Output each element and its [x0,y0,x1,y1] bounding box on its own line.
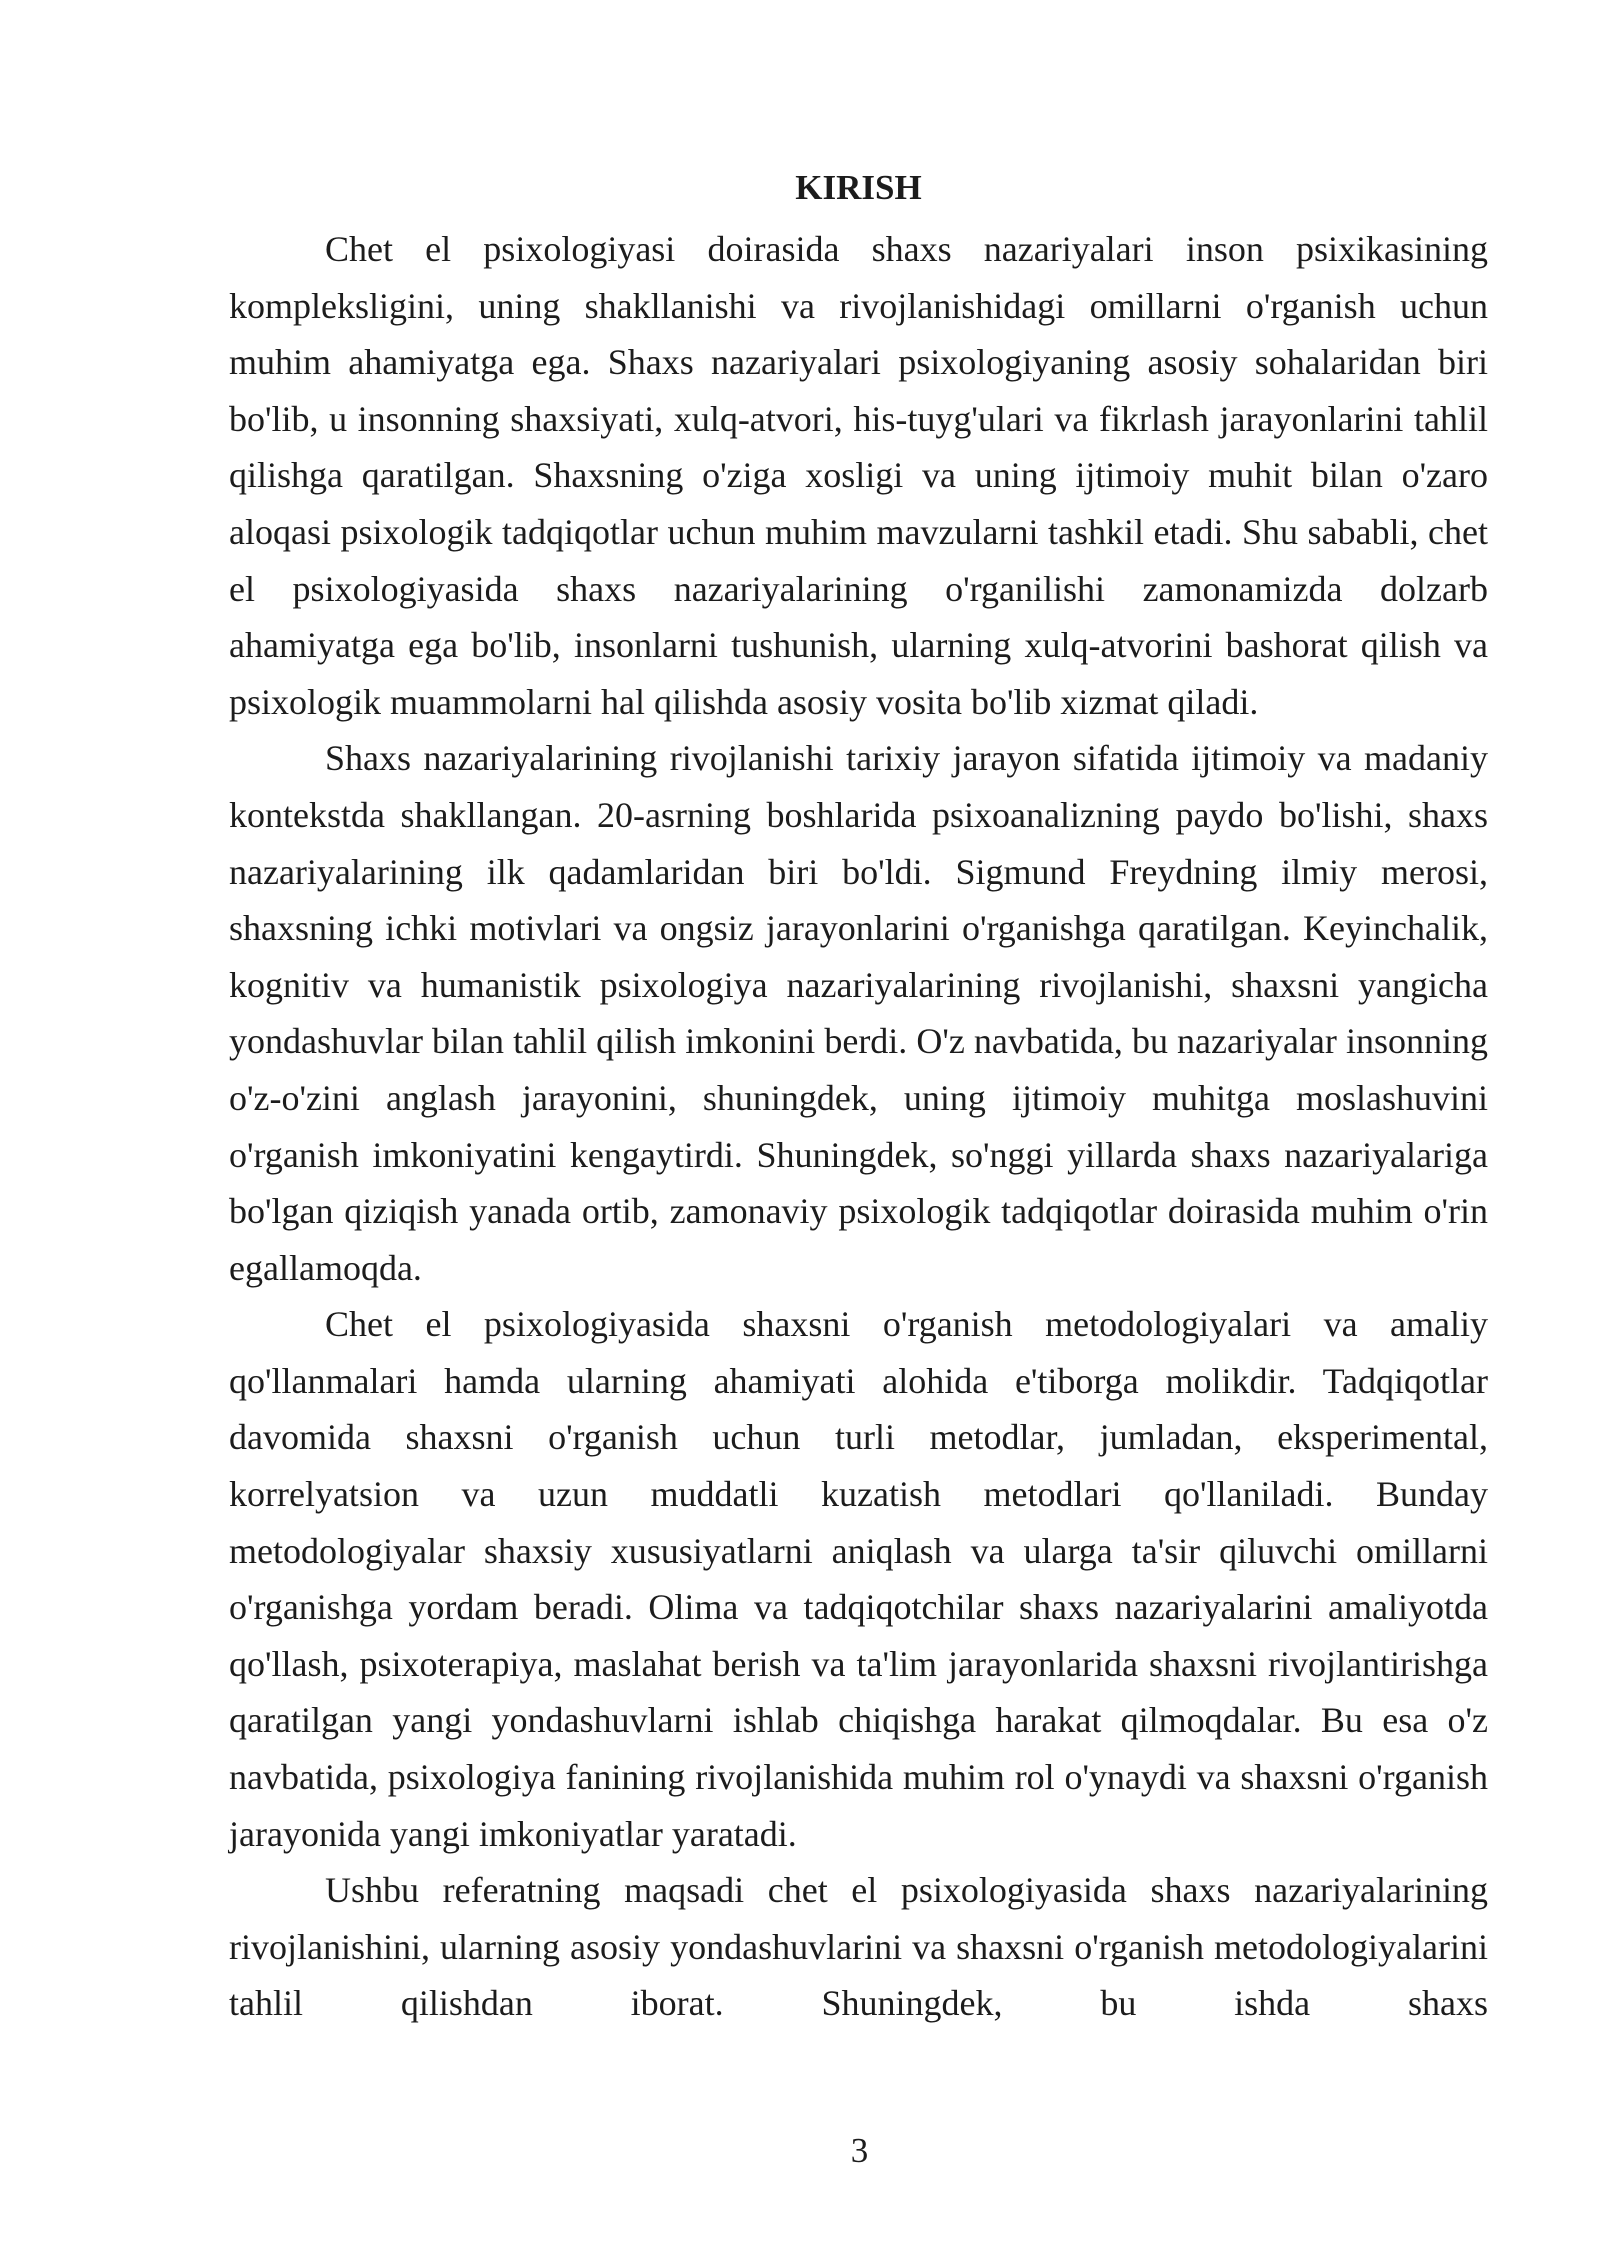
section-title: KIRISH [795,168,922,207]
page-number: 3 [850,2131,869,2170]
paragraph-4: Ushbu referatning maqsadi chet el psixologiyasida shaxs nazariyalarining rivojlanishini, ularning asosiy yondashuvlarini va shaxsni o'rganish metodologiyalarini tahlil qilishdan iborat. Shuningdek, bu ishda shaxs [229,1870,1488,2024]
page-content [229,160,1488,2032]
paragraph-1: Chet el psixologiyasi doirasida shaxs nazariyalari inson psixikasining kompleksligini, uning shakllanishi va rivojlanishidagi omillarni o'rganish uchun muhim ahamiyatga ega. Shaxs nazariyalari psixologiyaning asosiy sohalaridan biri bo'lib, u insonning shaxsiyati, xulq-atvori, his-tuyg'ulari va fikrlash jarayonlarini tahlil qilishga qaratilgan. Shaxsning o'ziga xosligi va uning ijtimoiy muhit bilan o'zaro aloqasi psixologik tadqiqotlar uchun muhim mavzularni tashkil etadi. Shu sababli, chet el psixologiyasida shaxs nazariyalarining o'rganilishi zamonamizda dolzarb ahamiyatga ega bo'lib, insonlarni tushunish, ularning xulq-atvorini bashorat qilish va psixologik muammolarni hal qilishda asosiy vosita bo'lib xizmat qiladi. [229,229,1488,722]
paragraph-2: Shaxs nazariyalarining rivojlanishi tarixiy jarayon sifatida ijtimoiy va madaniy kontekstda shakllangan. 20-asrning boshlarida psixoanalizning paydo bo'lishi, shaxs nazariyalarining ilk qadamlaridan biri bo'ldi. Sigmund Freydning ilmiy merosi, shaxsning ichki motivlari va ongsiz jarayonlarini o'rganishga qaratilgan. Keyinchalik, kognitiv va humanistik psixologiya nazariyalarining rivojlanishi, shaxsni yangicha yondashuvlar bilan tahlil qilish imkonini berdi. O'z navbatida, bu nazariyalar insonning o'z-o'zini anglash jarayonini, shuningdek, uning ijtimoiy muhitga moslashuvini o'rganish imkoniyatini kengaytirdi. Shuningdek, so'nggi yillarda shaxs nazariyalariga bo'lgan qiziqish yanada ortib, zamonaviy psixologik tadqiqotlar doirasida muhim o'rin egallamoqda. [229,738,1488,1288]
paragraph-3: Chet el psixologiyasida shaxsni o'rganish metodologiyalari va amaliy qo'llanmalari hamda ularning ahamiyati alohida e'tiborga molikdir. Tadqiqotlar davomida shaxsni o'rganish uchun turli metodlar, jumladan, eksperimental, korrelyatsion va uzun muddatli kuzatish metodlari qo'llaniladi. Bunday metodologiyalar shaxsiy xususiyatlarni aniqlash va ularga ta'sir qiluvchi omillarni o'rganishga yordam beradi. Olima va tadqiqotchilar shaxs nazariyalarini amaliyotda qo'llash, psixoterapiya, maslahat berish va ta'lim jarayonlarida shaxsni rivojlantirishga qaratilgan yangi yondashuvlarni ishlab chiqishga harakat qilmoqdalar. Bu esa o'z navbatida, psixologiya fanining rivojlanishida muhim rol o'ynaydi va shaxsni o'rganish jarayonida yangi imkoniyatlar yaratadi. [229,1304,1488,1854]
